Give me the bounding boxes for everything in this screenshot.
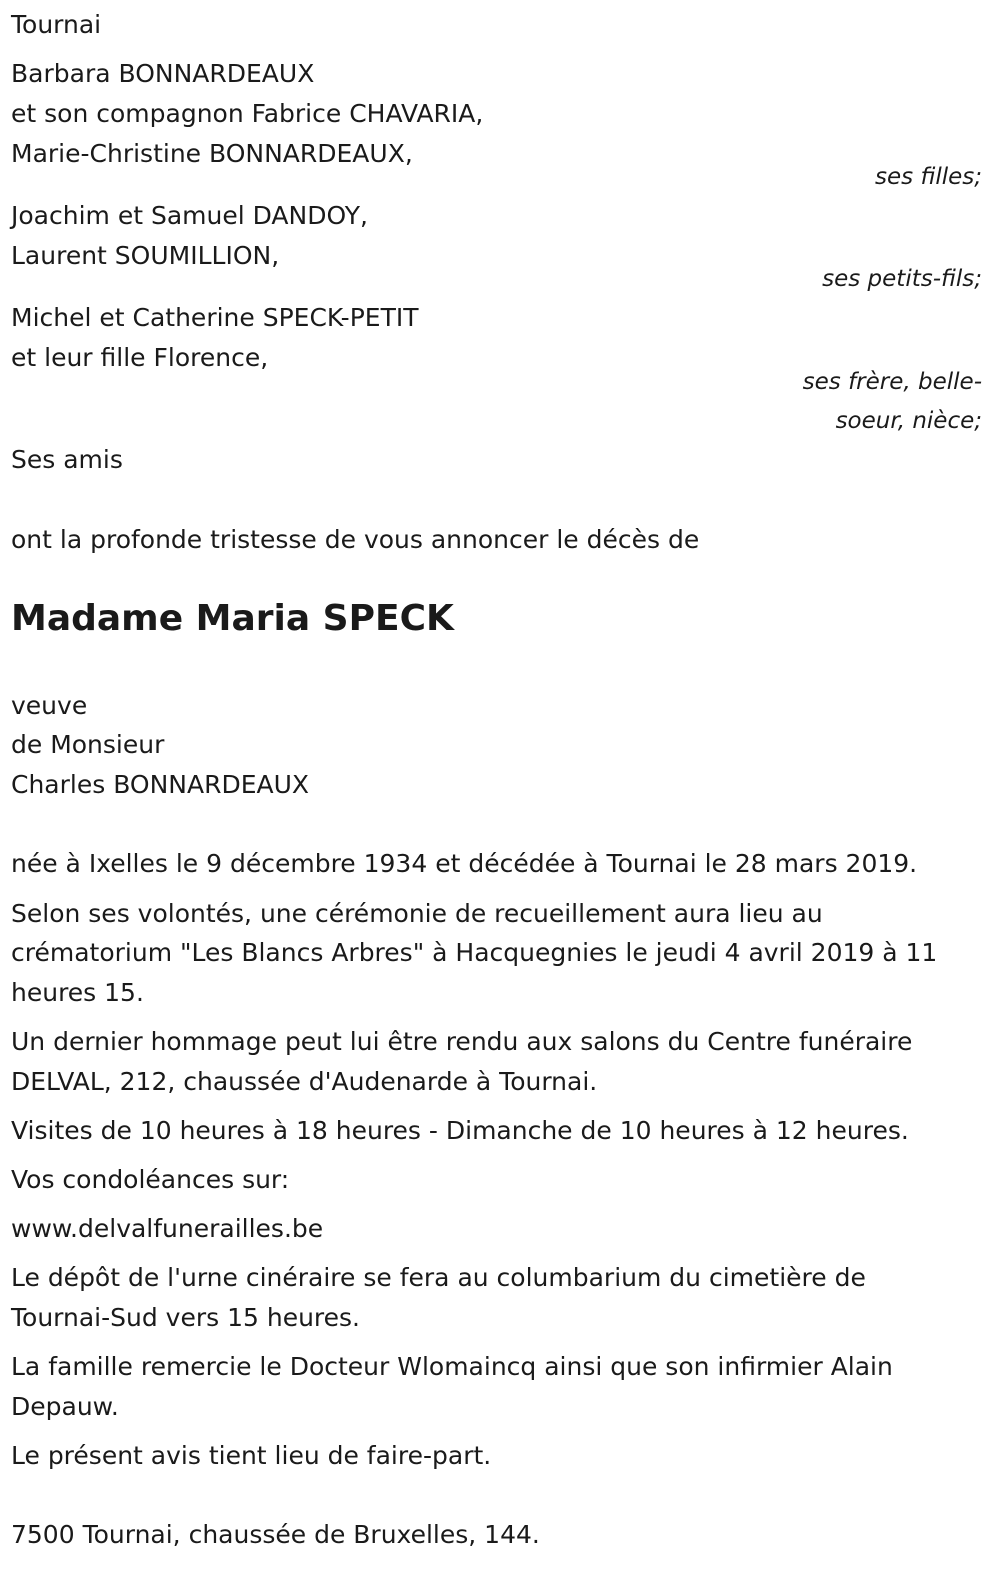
widow-line: Charles BONNARDEAUX bbox=[11, 770, 310, 799]
urn-line: Le dépôt de l'urne cinéraire se fera au columbarium du cimetière de bbox=[11, 1263, 866, 1292]
family-line: Joachim et Samuel DANDOY, bbox=[11, 201, 369, 230]
condolences-label: Vos condoléances sur: bbox=[11, 1165, 290, 1194]
location-heading: Tournai bbox=[11, 10, 102, 39]
family-line: Michel et Catherine SPECK-PETIT bbox=[11, 303, 419, 332]
relation-label: ses filles; bbox=[875, 164, 982, 190]
ceremony-line: crématorium "Les Blancs Arbres" à Hacquegnies le jeudi 4 avril 2019 à 11 bbox=[11, 938, 938, 967]
relation-label: ses petits-fils; bbox=[822, 266, 982, 292]
friends-line: Ses amis bbox=[11, 445, 123, 474]
announcement-text: ont la profonde tristesse de vous annoncer le décès de bbox=[11, 525, 700, 554]
family-line: et son compagnon Fabrice CHAVARIA, bbox=[11, 99, 484, 128]
relation-label: ses frère, belle- bbox=[802, 369, 982, 395]
tribute-line: DELVAL, 212, chaussée d'Audenarde à Tournai. bbox=[11, 1067, 598, 1096]
visits-text: Visites de 10 heures à 18 heures - Dimanche de 10 heures à 12 heures. bbox=[11, 1116, 909, 1145]
website-text: www.delvalfunerailles.be bbox=[11, 1214, 324, 1243]
tribute-line: Un dernier hommage peut lui être rendu aux salons du Centre funéraire bbox=[11, 1027, 913, 1056]
thanks-line: La famille remercie le Docteur Wlomaincq ainsi que son infirmier Alain bbox=[11, 1352, 893, 1381]
birth-death-text: née à Ixelles le 9 décembre 1934 et décédée à Tournai le 28 mars 2019. bbox=[11, 849, 918, 878]
family-line: et leur fille Florence, bbox=[11, 343, 269, 372]
widow-line: de Monsieur bbox=[11, 730, 165, 759]
relation-label: soeur, nièce; bbox=[835, 408, 982, 434]
family-line: Barbara BONNARDEAUX bbox=[11, 59, 315, 88]
family-line: Marie-Christine BONNARDEAUX, bbox=[11, 139, 413, 168]
ceremony-line: heures 15. bbox=[11, 978, 144, 1007]
family-line: Laurent SOUMILLION, bbox=[11, 241, 280, 270]
closing-text: Le présent avis tient lieu de faire-part. bbox=[11, 1441, 492, 1470]
widow-line: veuve bbox=[11, 691, 88, 720]
urn-line: Tournai-Sud vers 15 heures. bbox=[11, 1303, 360, 1332]
thanks-line: Depauw. bbox=[11, 1392, 119, 1421]
address-text: 7500 Tournai, chaussée de Bruxelles, 144. bbox=[11, 1520, 540, 1549]
deceased-name: Madame Maria SPECK bbox=[11, 598, 454, 639]
ceremony-line: Selon ses volontés, une cérémonie de recueillement aura lieu au bbox=[11, 899, 823, 928]
